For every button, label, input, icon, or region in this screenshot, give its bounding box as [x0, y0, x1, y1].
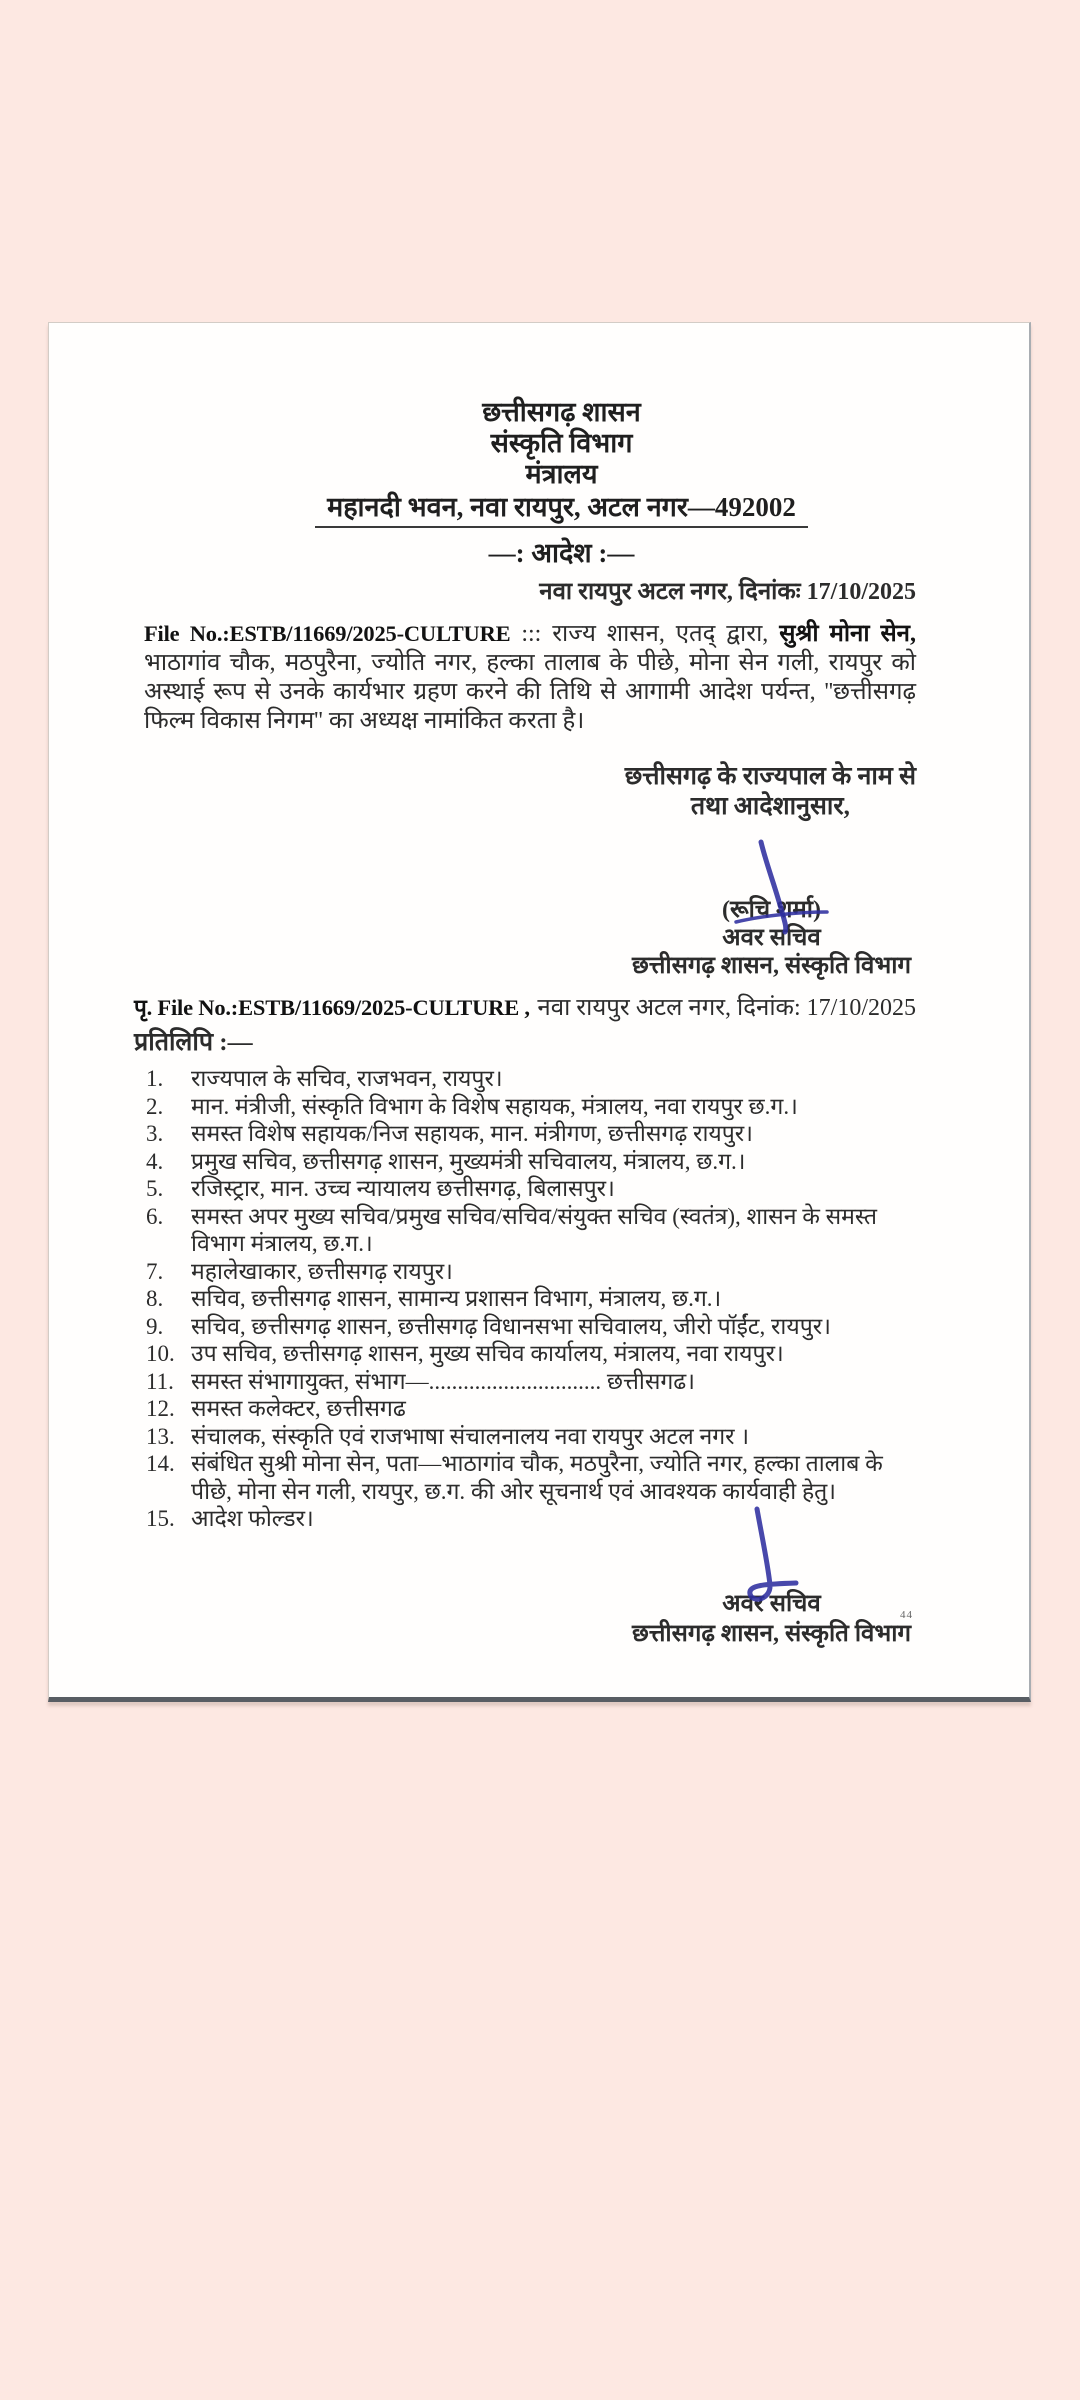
copy-recipient-item: समस्त कलेक्टर, छत्तीसगढ — [191, 1396, 406, 1421]
copy-to-label: प्रतिलिपि :— — [134, 1029, 253, 1056]
appointee-name: सुश्री मोना सेन, — [779, 621, 916, 647]
copy-recipient-item: उप सचिव, छत्तीसगढ़ शासन, मुख्य सचिव कार्यालय, मंत्रालय, नवा रायपुर। — [191, 1341, 784, 1366]
copy-recipient-item: रजिस्ट्रार, मान. उच्च न्यायालय छत्तीसगढ़, बिलासपुर। — [191, 1176, 615, 1201]
department-name: संस्कृति विभाग — [490, 428, 633, 458]
copy-recipient-item: मान. मंत्रीजी, संस्कृति विभाग के विशेष सहायक, मंत्रालय, नवा रायपुर छ.ग.। — [191, 1093, 798, 1119]
office-address: महानदी भवन, नवा रायपुर, अटल नगर—492002 — [315, 492, 808, 528]
copy-recipient-item: संबंधित सुश्री मोना सेन, पता—भाठागांव चौक, मठपुरैना, ज्योति नगर, हल्का तालाब के पीछे, मोना सेन गली, रायपुर, छ.ग. की ओर सूचनार्थ एवं आवश्यक कार्यवाही हेतु। — [191, 1451, 883, 1504]
order-text-before-name: राज्य शासन, एतद् द्वारा, — [552, 621, 769, 647]
copy-recipient-item: महालेखाकार, छत्तीसगढ़ रायपुर। — [191, 1258, 453, 1284]
copy-recipient-item: सचिव, छत्तीसगढ़ शासन, छत्तीसगढ़ विधानसभा सचिवालय, जीरो पॉईंट, रायपुर। — [191, 1313, 831, 1339]
copy-recipient-item: समस्त संभागायुक्त, संभाग—.............................. छत्तीसगढ। — [191, 1368, 695, 1394]
signatory-designation: अवर सचिव — [722, 925, 821, 951]
endorsement-line — [134, 994, 916, 1022]
footer-signatory-department: छत्तीसगढ़ शासन, संस्कृति विभाग — [632, 1620, 911, 1647]
signatory-block — [632, 896, 911, 980]
footer-signatory-block — [632, 1589, 911, 1649]
separator-colons: ::: — [521, 621, 542, 647]
page-number-mark: 44 — [900, 1609, 913, 1621]
signatory-name: (रूचि शर्मा) — [722, 897, 821, 923]
copy-recipient-item: प्रमुख सचिव, छत्तीसगढ़ शासन, मुख्यमंत्री सचिवालय, मंत्रालय, छ.ग.। — [191, 1148, 746, 1174]
by-order-line-1: छत्तीसगढ़ के राज्यपाल के नाम से — [624, 763, 916, 790]
by-order-line-2: तथा आदेशानुसार, — [690, 793, 850, 820]
copy-recipient-item: सचिव, छत्तीसगढ़ शासन, सामान्य प्रशासन विभाग, मंत्रालय, छ.ग.। — [191, 1286, 722, 1311]
endorsement-place-date: नवा रायपुर अटल नगर, दिनांक: 17/10/2025 — [537, 995, 916, 1021]
by-order-block — [625, 762, 916, 822]
copy-recipient-item: आदेश फोल्डर। — [191, 1506, 314, 1531]
copy-recipient-item: समस्त विशेष सहायक/निज सहायक, मान. मंत्रीगण, छत्तीसगढ़ रायपुर। — [191, 1121, 753, 1146]
endorsement-file-number: पृ. File No.:ESTB/11669/2025-CULTURE , — [134, 995, 530, 1020]
copy-recipient-item: संचालक, संस्कृति एवं राजभाषा संचालनालय नवा रायपुर अटल नगर । — [191, 1423, 750, 1449]
order-text-after-name: भाठागांव चौक, मठपुरैना, ज्योति नगर, हल्का तालाब के पीछे, मोना सेन गली, रायपुर को अस्थाई रूप से उनके कार्यभार ग्रहण करने की तिथि से आगामी आदेश पर्यन्त, ''छत्तीसगढ़ फिल्म विकास निगम'' का अध्यक्ष नामांकित करता है। — [144, 650, 916, 734]
document-page — [48, 322, 1031, 1702]
order-body-paragraph — [144, 619, 916, 736]
signatory-department: छत्तीसगढ़ शासन, संस्कृति विभाग — [632, 953, 911, 979]
file-number: File No.:ESTB/11669/2025-CULTURE — [144, 621, 511, 646]
footer-signatory-designation: अवर सचिव — [722, 1590, 821, 1617]
government-name: छत्तीसगढ़ शासन — [482, 397, 641, 427]
copy-recipient-item: समस्त अपर मुख्य सचिव/प्रमुख सचिव/सचिव/संयुक्त सचिव (स्वतंत्र), शासन के समस्त विभाग मंत्रालय, छ.ग.। — [191, 1203, 877, 1256]
place-date-line: नवा रायपुर अटल नगर, दिनांकः 17/10/2025 — [539, 579, 916, 605]
order-heading: —: आदेश :— — [488, 538, 635, 568]
letterhead — [144, 397, 979, 528]
copy-recipient-item: राज्यपाल के सचिव, राजभवन, रायपुर। — [191, 1066, 503, 1091]
ministry-name: मंत्रालय — [525, 459, 598, 489]
office-address-line — [144, 492, 979, 528]
copy-recipients-list — [49, 1065, 916, 1533]
